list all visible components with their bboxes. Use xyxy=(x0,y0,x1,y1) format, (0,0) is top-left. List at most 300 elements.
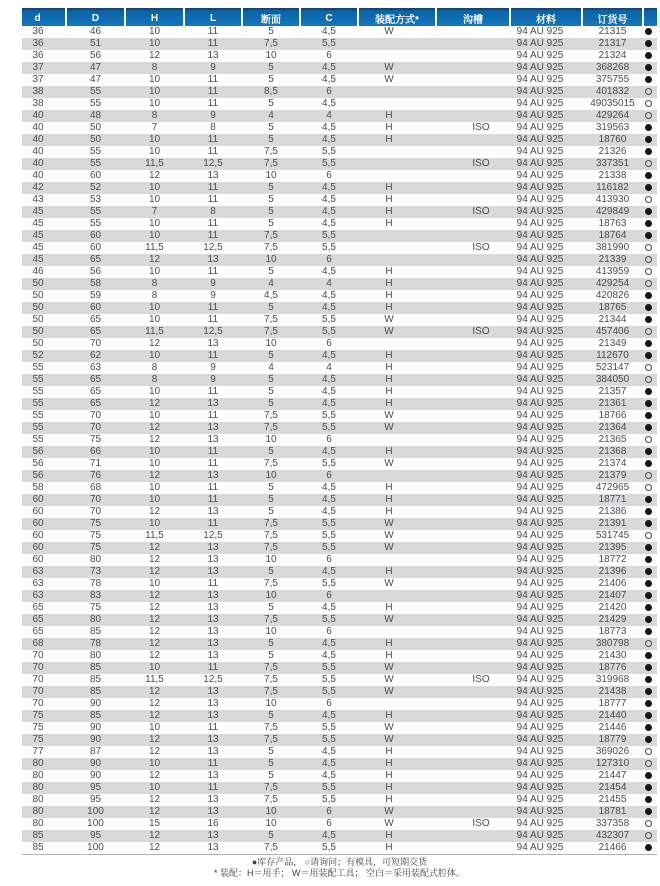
cell-c: 5,5 xyxy=(322,146,336,157)
cell-d: 65 xyxy=(32,602,44,613)
cell-stock xyxy=(643,446,657,458)
cell-order-no: 21420 xyxy=(598,602,627,613)
cell-l: 11 xyxy=(207,146,219,157)
cell-c: 4 xyxy=(326,278,332,289)
cell-order-no: 18765 xyxy=(598,302,627,313)
in-stock-icon xyxy=(645,508,652,515)
cell-material: 94 AU 925 xyxy=(516,806,564,817)
cell-groove xyxy=(436,350,510,362)
table-row xyxy=(22,122,657,134)
cell-section: 5 xyxy=(268,62,274,73)
cell-outer-d: 63 xyxy=(89,362,102,373)
cell-d: 50 xyxy=(32,290,44,301)
cell-section: 7,5 xyxy=(264,674,278,685)
cell-outer-d: 51 xyxy=(89,38,102,49)
cell-d: 70 xyxy=(32,674,44,685)
cell-d: 63 xyxy=(32,590,44,601)
cell-material: 94 AU 925 xyxy=(516,302,564,313)
cell-l: 13 xyxy=(207,254,219,265)
cell-order-no: 18779 xyxy=(598,734,627,745)
in-stock-icon xyxy=(645,304,652,311)
in-stock-icon xyxy=(645,604,652,611)
cell-groove xyxy=(436,50,510,62)
table-row xyxy=(22,182,657,194)
cell-assembly: H xyxy=(385,290,393,301)
in-stock-icon xyxy=(645,352,652,359)
cell-d: 70 xyxy=(32,650,44,661)
cell-assembly xyxy=(358,86,436,98)
table-row xyxy=(22,794,657,806)
cell-h: 10 xyxy=(148,146,161,157)
cell-order-no: 21317 xyxy=(598,38,627,49)
cell-section: 4 xyxy=(268,362,274,373)
cell-l: 13 xyxy=(207,554,219,565)
in-stock-icon xyxy=(645,340,652,347)
cell-groove: ISO xyxy=(472,122,490,133)
cell-d: 52 xyxy=(32,350,44,361)
cell-l: 13 xyxy=(207,734,219,745)
cell-stock xyxy=(643,242,657,254)
cell-order-no: 21349 xyxy=(598,338,627,349)
cell-section: 7,5 xyxy=(264,458,278,469)
cell-order-no: 413959 xyxy=(595,266,630,277)
table-row xyxy=(22,446,657,458)
cell-outer-d: 55 xyxy=(89,86,102,97)
table-row xyxy=(22,722,657,734)
cell-assembly: H xyxy=(385,638,393,649)
cell-outer-d: 65 xyxy=(89,386,102,397)
cell-h: 12 xyxy=(148,734,161,745)
cell-c: 5,5 xyxy=(322,686,336,697)
cell-groove xyxy=(436,770,510,782)
cell-h: 11,5 xyxy=(145,530,164,541)
cell-outer-d: 60 xyxy=(89,242,102,253)
cell-material: 94 AU 925 xyxy=(516,830,564,841)
cell-groove xyxy=(436,170,510,182)
cell-l: 11 xyxy=(207,74,219,85)
cell-order-no: 21361 xyxy=(598,398,627,409)
cell-groove xyxy=(436,806,510,818)
cell-section: 10 xyxy=(265,254,277,265)
cell-l: 8 xyxy=(210,122,216,133)
cell-assembly: H xyxy=(385,302,393,313)
cell-outer-d: 65 xyxy=(89,326,102,337)
cell-order-no: 369026 xyxy=(595,746,630,757)
cell-l: 11 xyxy=(207,578,219,589)
cell-l: 9 xyxy=(210,290,216,301)
cell-material: 94 AU 925 xyxy=(516,734,564,745)
cell-h: 10 xyxy=(148,134,161,145)
cell-stock xyxy=(643,326,657,338)
cell-section: 7,5 xyxy=(264,518,278,529)
cell-l: 9 xyxy=(210,62,216,73)
cell-d: 80 xyxy=(32,782,44,793)
table-row xyxy=(22,254,657,266)
cell-section: 10 xyxy=(265,806,277,817)
cell-stock xyxy=(643,398,657,410)
cell-outer-d: 100 xyxy=(87,818,104,829)
cell-material: 94 AU 925 xyxy=(516,374,564,385)
cell-order-no: 21324 xyxy=(598,50,627,61)
cell-order-no: 413930 xyxy=(595,194,630,205)
table-row xyxy=(22,578,657,590)
legend-assembly-note: * 装配：H＝用手； W＝用装配工具； 空白＝采用装配式腔体。 xyxy=(214,868,465,878)
cell-assembly: H xyxy=(385,650,393,661)
cell-groove: ISO xyxy=(472,242,490,253)
cell-assembly: H xyxy=(385,710,393,721)
cell-order-no: 21446 xyxy=(598,722,627,733)
cell-section: 4,5 xyxy=(264,290,278,301)
cell-assembly: W xyxy=(384,818,394,829)
cell-stock xyxy=(643,362,657,374)
cell-l: 11 xyxy=(207,758,219,769)
cell-h: 8 xyxy=(151,362,158,373)
cell-l: 13 xyxy=(207,806,219,817)
cell-material: 94 AU 925 xyxy=(516,38,564,49)
cell-l: 11 xyxy=(207,482,219,493)
cell-material: 94 AU 925 xyxy=(516,782,564,793)
cell-assembly xyxy=(358,98,436,110)
cell-h: 8 xyxy=(151,110,158,121)
cell-d: 80 xyxy=(32,758,44,769)
cell-c: 5,5 xyxy=(322,230,336,241)
cell-c: 6 xyxy=(326,434,332,445)
table-row xyxy=(22,782,657,794)
cell-assembly xyxy=(358,38,436,50)
cell-d: 55 xyxy=(32,434,44,445)
cell-section: 5 xyxy=(268,386,274,397)
cell-order-no: 116182 xyxy=(596,182,629,193)
cell-stock xyxy=(643,734,657,746)
cell-h: 10 xyxy=(148,314,161,325)
cell-h: 12 xyxy=(148,554,161,565)
table-row xyxy=(22,818,657,830)
cell-stock xyxy=(643,818,657,830)
in-stock-icon xyxy=(645,772,652,779)
cell-material: 94 AU 925 xyxy=(516,194,564,205)
cell-l: 11 xyxy=(207,266,219,277)
table-row xyxy=(22,230,657,242)
cell-h: 12 xyxy=(148,710,161,721)
cell-h: 10 xyxy=(148,482,161,493)
cell-stock xyxy=(643,674,657,686)
cell-assembly: W xyxy=(384,26,394,37)
cell-assembly xyxy=(358,158,436,170)
cell-assembly: H xyxy=(385,194,393,205)
on-request-icon xyxy=(645,88,652,95)
cell-section: 5 xyxy=(268,398,274,409)
cell-order-no: 429849 xyxy=(595,206,630,217)
cell-c: 4,5 xyxy=(322,482,336,493)
cell-stock xyxy=(643,146,657,158)
cell-material: 94 AU 925 xyxy=(516,170,564,181)
cell-assembly: H xyxy=(385,602,393,613)
cell-assembly: W xyxy=(384,530,394,541)
cell-groove xyxy=(436,146,510,158)
cell-section: 7,5 xyxy=(264,422,278,433)
cell-outer-d: 85 xyxy=(89,662,102,673)
on-request-icon xyxy=(645,436,652,443)
cell-stock xyxy=(643,506,657,518)
cell-order-no: 21455 xyxy=(598,794,627,805)
cell-d: 65 xyxy=(32,626,44,637)
cell-h: 12 xyxy=(148,590,161,601)
cell-section: 7,5 xyxy=(264,158,278,169)
cell-l: 13 xyxy=(207,422,219,433)
cell-l: 11 xyxy=(207,350,219,361)
cell-material: 94 AU 925 xyxy=(516,458,564,469)
cell-stock xyxy=(643,410,657,422)
cell-h: 12 xyxy=(148,434,161,445)
cell-c: 5,5 xyxy=(322,242,336,253)
cell-c: 4,5 xyxy=(322,134,336,145)
cell-outer-d: 100 xyxy=(87,842,104,853)
cell-stock xyxy=(643,794,657,806)
cell-outer-d: 50 xyxy=(89,134,102,145)
cell-stock xyxy=(643,554,657,566)
cell-material: 94 AU 925 xyxy=(516,254,564,265)
table-row xyxy=(22,602,657,614)
cell-h: 12 xyxy=(148,542,161,553)
cell-groove xyxy=(436,374,510,386)
cell-c: 4,5 xyxy=(322,770,336,781)
cell-section: 5 xyxy=(268,602,274,613)
cell-d: 60 xyxy=(32,494,44,505)
cell-d: 68 xyxy=(32,638,44,649)
cell-groove xyxy=(436,218,510,230)
cell-d: 85 xyxy=(32,830,44,841)
cell-groove: ISO xyxy=(472,206,490,217)
cell-order-no: 21386 xyxy=(598,506,627,517)
cell-order-no: 21368 xyxy=(598,446,627,457)
cell-groove: ISO xyxy=(472,158,490,169)
cell-stock xyxy=(643,338,657,350)
cell-material: 94 AU 925 xyxy=(516,662,564,673)
cell-section: 5 xyxy=(268,194,274,205)
cell-section: 5 xyxy=(268,218,274,229)
cell-assembly: H xyxy=(385,122,393,133)
cell-d: 40 xyxy=(32,170,44,181)
table-row xyxy=(22,206,657,218)
cell-order-no: 420826 xyxy=(595,290,630,301)
cell-order-no: 432307 xyxy=(595,830,630,841)
table-row xyxy=(22,650,657,662)
cell-section: 10 xyxy=(265,470,277,481)
table-row xyxy=(22,290,657,302)
cell-d: 55 xyxy=(32,374,44,385)
cell-outer-d: 75 xyxy=(89,530,102,541)
cell-c: 5,5 xyxy=(322,722,336,733)
cell-outer-d: 55 xyxy=(89,158,102,169)
cell-d: 55 xyxy=(32,398,44,409)
cell-assembly xyxy=(358,170,436,182)
cell-c: 4,5 xyxy=(322,350,336,361)
cell-c: 4,5 xyxy=(322,290,336,301)
column-header-material: 材料 xyxy=(510,9,582,26)
cell-groove xyxy=(436,98,510,110)
header-row xyxy=(22,9,657,26)
in-stock-icon xyxy=(645,784,652,791)
cell-l: 11 xyxy=(207,182,219,193)
cell-section: 7,5 xyxy=(264,794,278,805)
table-body xyxy=(22,26,657,855)
cell-h: 10 xyxy=(148,782,161,793)
cell-d: 55 xyxy=(32,422,44,433)
cell-assembly: H xyxy=(385,134,393,145)
cell-material: 94 AU 925 xyxy=(516,134,564,145)
cell-d: 55 xyxy=(32,386,44,397)
cell-order-no: 18766 xyxy=(598,410,627,421)
cell-groove xyxy=(436,410,510,422)
cell-h: 8 xyxy=(151,62,158,73)
table-row xyxy=(22,194,657,206)
cell-stock xyxy=(643,482,657,494)
cell-outer-d: 46 xyxy=(89,26,102,37)
cell-d: 50 xyxy=(32,326,44,337)
cell-l: 11 xyxy=(207,386,219,397)
table-row xyxy=(22,362,657,374)
cell-d: 56 xyxy=(32,446,44,457)
cell-groove xyxy=(436,518,510,530)
cell-section: 7,5 xyxy=(264,542,278,553)
cell-h: 12 xyxy=(148,698,161,709)
cell-material: 94 AU 925 xyxy=(516,218,564,229)
cell-l: 13 xyxy=(207,602,219,613)
cell-l: 11 xyxy=(207,302,219,313)
cell-assembly: W xyxy=(384,578,394,589)
cell-groove xyxy=(436,302,510,314)
cell-section: 5 xyxy=(268,350,274,361)
cell-groove xyxy=(436,650,510,662)
cell-section: 4 xyxy=(268,278,274,289)
legend-stock-note: ●库存产品， ○请询问；有模具，可短期交货 xyxy=(251,857,428,867)
cell-material: 94 AU 925 xyxy=(516,446,564,457)
cell-outer-d: 75 xyxy=(89,518,102,529)
cell-h: 15 xyxy=(148,818,161,829)
cell-material: 94 AU 925 xyxy=(516,326,564,337)
on-request-icon xyxy=(645,760,652,767)
cell-material: 94 AU 925 xyxy=(516,422,564,433)
table-row xyxy=(22,38,657,50)
cell-d: 37 xyxy=(32,62,44,73)
cell-assembly xyxy=(358,146,436,158)
cell-material: 94 AU 925 xyxy=(516,74,564,85)
cell-c: 6 xyxy=(326,170,332,181)
cell-stock xyxy=(643,842,657,855)
cell-section: 5 xyxy=(268,758,274,769)
cell-c: 5,5 xyxy=(322,410,336,421)
cell-section: 5 xyxy=(268,26,274,37)
cell-l: 13 xyxy=(207,650,219,661)
table-row xyxy=(22,158,657,170)
cell-order-no: 21374 xyxy=(598,458,627,469)
cell-outer-d: 70 xyxy=(89,410,102,421)
cell-l: 13 xyxy=(207,542,219,553)
cell-outer-d: 48 xyxy=(89,110,102,121)
cell-h: 12 xyxy=(148,422,161,433)
cell-groove xyxy=(436,554,510,566)
cell-section: 5 xyxy=(268,746,274,757)
cell-c: 5,5 xyxy=(322,674,336,685)
cell-l: 12,5 xyxy=(203,530,223,541)
cell-outer-d: 87 xyxy=(89,746,102,757)
cell-h: 7 xyxy=(151,122,158,133)
cell-material: 94 AU 925 xyxy=(516,494,564,505)
cell-outer-d: 56 xyxy=(89,266,102,277)
cell-d: 37 xyxy=(32,74,44,85)
cell-h: 12 xyxy=(148,770,161,781)
cell-assembly xyxy=(358,338,436,350)
on-request-icon xyxy=(645,268,652,275)
table-row xyxy=(22,554,657,566)
cell-h: 12 xyxy=(148,830,161,841)
in-stock-icon xyxy=(645,316,652,323)
cell-order-no: 523147 xyxy=(595,362,630,373)
cell-material: 94 AU 925 xyxy=(516,434,564,445)
cell-assembly: H xyxy=(385,266,393,277)
cell-h: 12 xyxy=(148,626,161,637)
table-row xyxy=(22,770,657,782)
cell-order-no: 21429 xyxy=(598,614,627,625)
cell-material: 94 AU 925 xyxy=(516,794,564,805)
cell-section: 10 xyxy=(265,818,277,829)
cell-material: 94 AU 925 xyxy=(516,530,564,541)
cell-stock xyxy=(643,98,657,110)
in-stock-icon xyxy=(645,712,652,719)
legend xyxy=(22,857,657,879)
cell-assembly xyxy=(358,554,436,566)
table-row xyxy=(22,758,657,770)
in-stock-icon xyxy=(645,184,652,191)
cell-outer-d: 65 xyxy=(89,374,102,385)
cell-l: 13 xyxy=(207,686,219,697)
cell-groove xyxy=(436,362,510,374)
cell-assembly: H xyxy=(385,494,393,505)
cell-l: 13 xyxy=(207,794,219,805)
cell-assembly: W xyxy=(384,326,394,337)
cell-material: 94 AU 925 xyxy=(516,158,564,169)
cell-outer-d: 70 xyxy=(89,338,102,349)
cell-stock xyxy=(643,518,657,530)
table-row xyxy=(22,614,657,626)
in-stock-icon xyxy=(645,400,652,407)
cell-c: 4,5 xyxy=(322,746,336,757)
cell-groove xyxy=(436,134,510,146)
cell-c: 4,5 xyxy=(322,182,336,193)
column-header-stock xyxy=(643,9,657,26)
table-row xyxy=(22,146,657,158)
cell-order-no: 21344 xyxy=(598,314,627,325)
in-stock-icon xyxy=(645,448,652,455)
cell-section: 7,5 xyxy=(264,614,278,625)
cell-d: 45 xyxy=(32,254,44,265)
cell-l: 13 xyxy=(207,170,219,181)
cell-material: 94 AU 925 xyxy=(516,62,564,73)
cell-order-no: 21406 xyxy=(598,578,627,589)
table-row xyxy=(22,338,657,350)
cell-order-no: 127310 xyxy=(595,758,630,769)
cell-stock xyxy=(643,182,657,194)
on-request-icon xyxy=(645,280,652,287)
cell-d: 80 xyxy=(32,794,44,805)
in-stock-icon xyxy=(645,556,652,563)
cell-groove xyxy=(436,314,510,326)
cell-assembly xyxy=(358,254,436,266)
cell-stock xyxy=(643,62,657,74)
cell-section: 7,5 xyxy=(264,662,278,673)
cell-groove xyxy=(436,530,510,542)
cell-l: 11 xyxy=(207,134,219,145)
